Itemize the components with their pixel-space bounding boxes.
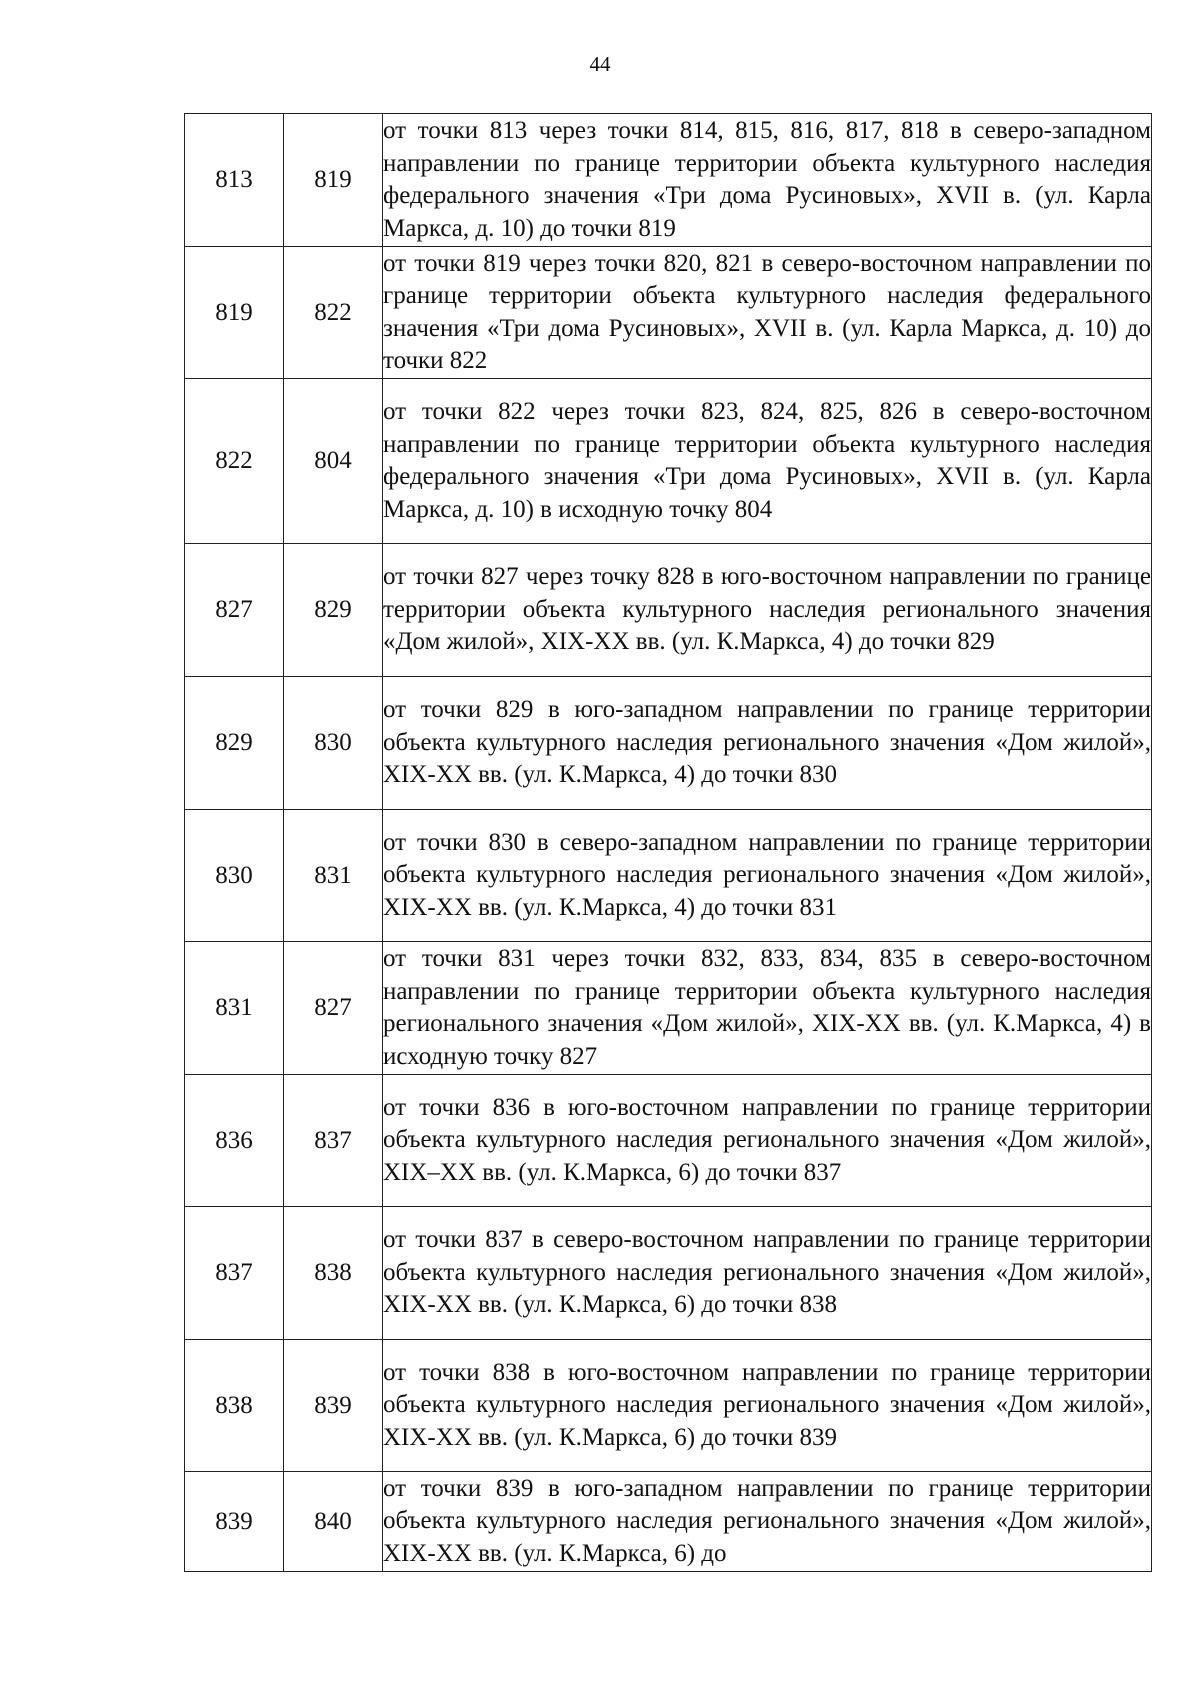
from-point-cell: 827 <box>185 544 284 677</box>
boundary-table <box>184 113 1152 1572</box>
from-point-cell: 836 <box>185 1075 284 1207</box>
to-point-cell: 819 <box>284 114 383 247</box>
description-cell: от точки 836 в юго-восточном направлении по границе территории объекта культурного наследия регионального значения «Дом жилой», XIX–XX вв. (ул. К.Маркса, 6) до точки 837 <box>383 1075 1152 1207</box>
from-point-cell: 819 <box>185 247 284 379</box>
to-point-cell: 829 <box>284 544 383 677</box>
from-point-cell: 831 <box>185 942 284 1075</box>
table-row <box>185 544 1152 677</box>
description-cell: от точки 839 в юго-западном направлении по границе территории объекта культурного наследия регионального значения «Дом жилой», XIX-XX вв. (ул. К.Маркса, 6) до <box>383 1472 1152 1572</box>
table-row <box>185 677 1152 810</box>
description-cell: от точки 838 в юго-восточном направлении по границе территории объекта культурного наследия регионального значения «Дом жилой», XIX-XX вв. (ул. К.Маркса, 6) до точки 839 <box>383 1340 1152 1472</box>
table-row <box>185 1340 1152 1472</box>
description-cell: от точки 829 в юго-западном направлении по границе территории объекта культурного наследия регионального значения «Дом жилой», XIX-XX вв. (ул. К.Маркса, 4) до точки 830 <box>383 677 1152 810</box>
from-point-cell: 839 <box>185 1472 284 1572</box>
to-point-cell: 838 <box>284 1207 383 1340</box>
to-point-cell: 840 <box>284 1472 383 1572</box>
description-cell: от точки 827 через точку 828 в юго-восточном направлении по границе территории объекта культурного наследия регионального значения «Дом жилой», XIX-XX вв. (ул. К.Маркса, 4) до точки 829 <box>383 544 1152 677</box>
table-row <box>185 1207 1152 1340</box>
to-point-cell: 822 <box>284 247 383 379</box>
to-point-cell: 830 <box>284 677 383 810</box>
from-point-cell: 837 <box>185 1207 284 1340</box>
to-point-cell: 827 <box>284 942 383 1075</box>
table-row <box>185 114 1152 247</box>
from-point-cell: 830 <box>185 810 284 942</box>
to-point-cell: 839 <box>284 1340 383 1472</box>
from-point-cell: 838 <box>185 1340 284 1472</box>
table-row <box>185 942 1152 1075</box>
page-number: 44 <box>589 52 611 76</box>
description-cell: от точки 837 в северо-восточном направлении по границе территории объекта культурного наследия регионального значения «Дом жилой», XIX-XX вв. (ул. К.Маркса, 6) до точки 838 <box>383 1207 1152 1340</box>
description-cell: от точки 813 через точки 814, 815, 816, 817, 818 в северо-западном направлении по границе территории объекта культурного наследия федерального значения «Три дома Русиновых», XVII в. (ул. Карла Маркса, д. 10) до точки 819 <box>383 114 1152 247</box>
table-row <box>185 1472 1152 1572</box>
table-row <box>185 1075 1152 1207</box>
to-point-cell: 837 <box>284 1075 383 1207</box>
to-point-cell: 831 <box>284 810 383 942</box>
table-row <box>185 379 1152 544</box>
description-cell: от точки 819 через точки 820, 821 в северо-восточном направлении по границе территории объекта культурного наследия федерального значения «Три дома Русиновых», XVII в. (ул. Карла Маркса, д. 10) до точки 822 <box>383 247 1152 379</box>
from-point-cell: 813 <box>185 114 284 247</box>
description-cell: от точки 822 через точки 823, 824, 825, 826 в северо-восточном направлении по границе территории объекта культурного наследия федерального значения «Три дома Русиновых», XVII в. (ул. Карла Маркса, д. 10) в исходную точку 804 <box>383 379 1152 544</box>
from-point-cell: 829 <box>185 677 284 810</box>
table-row <box>185 810 1152 942</box>
table-row <box>185 247 1152 379</box>
from-point-cell: 822 <box>185 379 284 544</box>
description-cell: от точки 830 в северо-западном направлении по границе территории объекта культурного наследия регионального значения «Дом жилой», XIX-XX вв. (ул. К.Маркса, 4) до точки 831 <box>383 810 1152 942</box>
description-cell: от точки 831 через точки 832, 833, 834, 835 в северо-восточном направлении по границе территории объекта культурного наследия регионального значения «Дом жилой», XIX-XX вв. (ул. К.Маркса, 4) в исходную точку 827 <box>383 942 1152 1075</box>
to-point-cell: 804 <box>284 379 383 544</box>
